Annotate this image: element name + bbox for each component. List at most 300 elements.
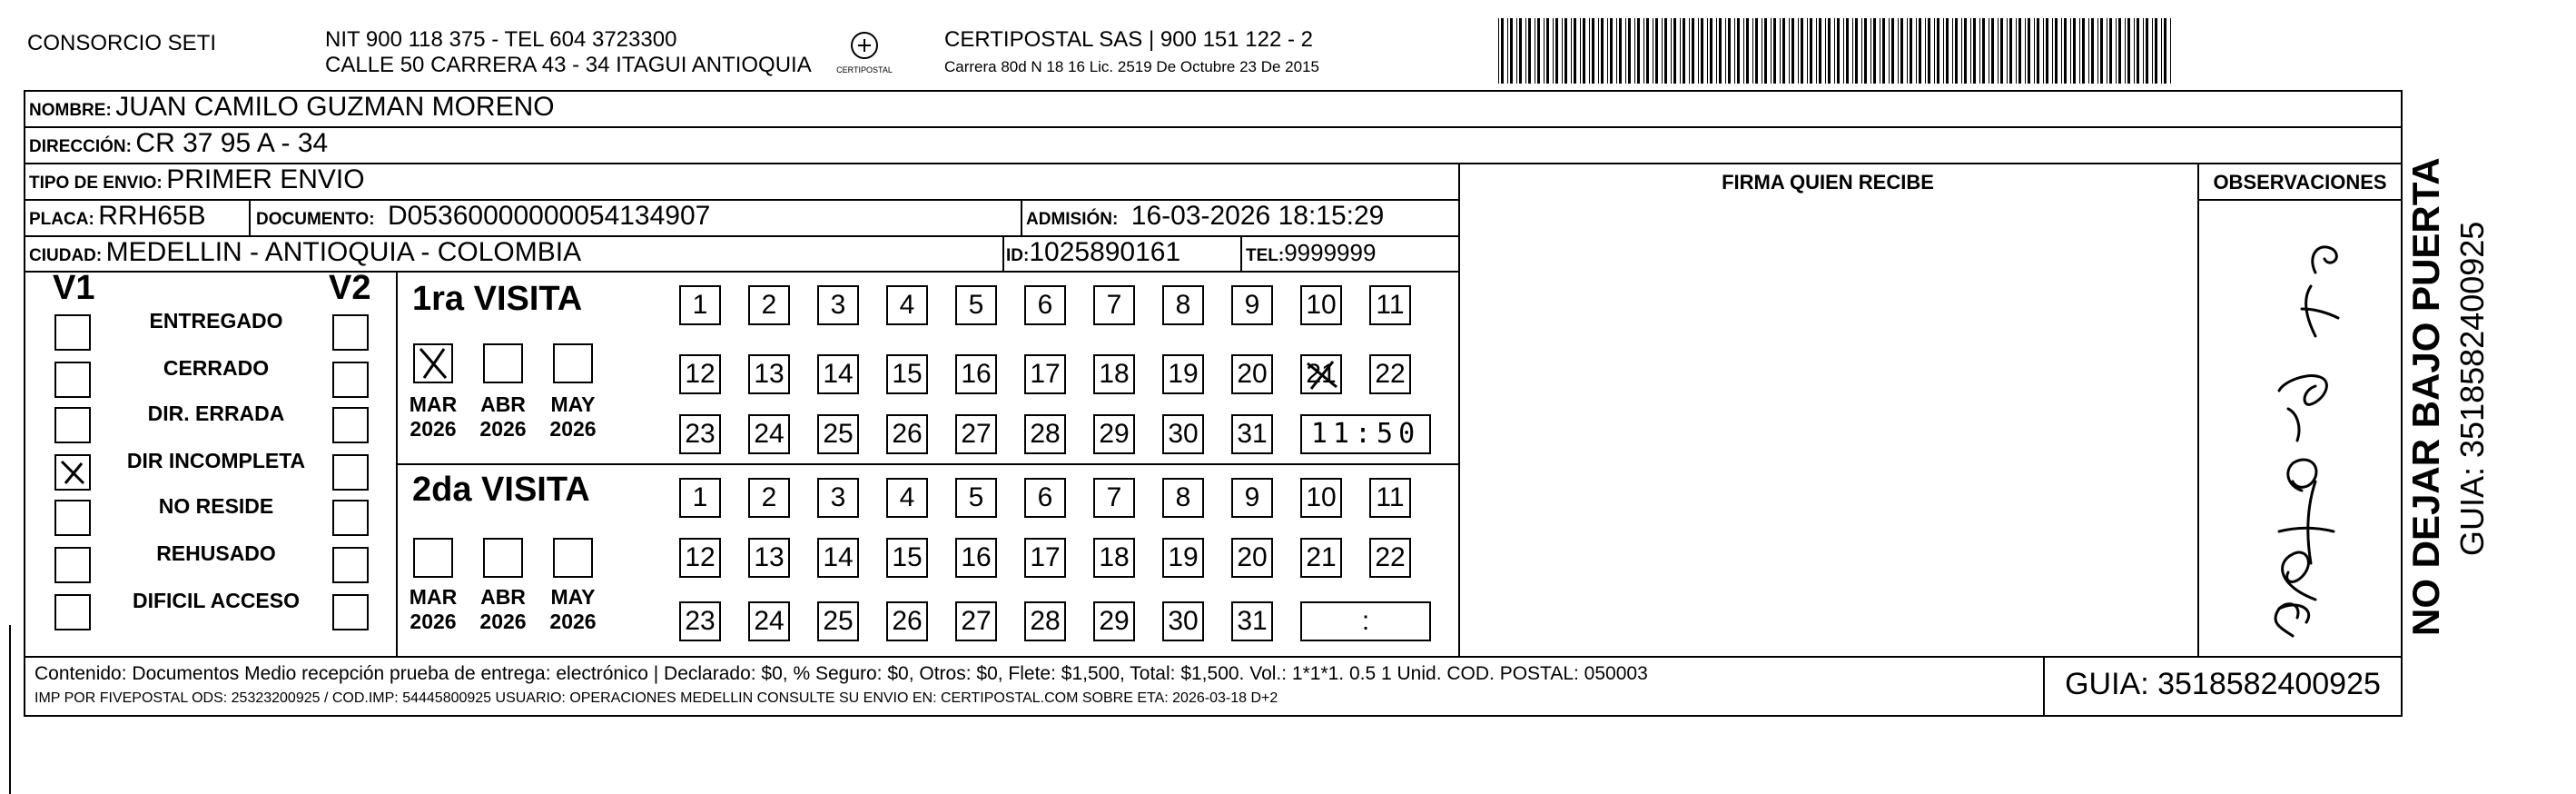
barcode-bar <box>1771 18 1772 84</box>
day-box[interactable]: 3 <box>817 285 859 325</box>
barcode-bar <box>1662 18 1663 84</box>
barcode-bar <box>2064 18 2067 84</box>
day-box[interactable]: 6 <box>1024 478 1066 518</box>
v2-checkbox[interactable] <box>332 547 369 583</box>
barcode-bar <box>1807 18 1808 84</box>
barcode-bar <box>1843 18 1844 84</box>
day-box[interactable]: 12 <box>679 538 721 578</box>
barcode-bar <box>1580 18 1581 84</box>
nombre-value: JUAN CAMILO GUZMAN MORENO <box>115 92 555 122</box>
barcode-bar <box>2061 18 2062 84</box>
barcode-bar <box>1544 18 1545 84</box>
barcode-bar <box>1973 18 1976 84</box>
barcode-bar <box>1607 18 1608 84</box>
direccion-value: CR 37 95 A - 34 <box>135 128 329 158</box>
barcode-bar <box>1519 18 1522 84</box>
day-box[interactable]: 11 <box>1369 478 1411 518</box>
day-box[interactable]: 9 <box>1231 285 1273 325</box>
day-box[interactable]: 21 <box>1300 538 1342 578</box>
barcode-bar <box>1998 18 1999 84</box>
placa-row <box>29 201 206 232</box>
month-name: ABR <box>480 585 526 609</box>
day-box[interactable]: 11 <box>1369 285 1411 325</box>
day-box[interactable]: 17 <box>1024 538 1066 578</box>
month-label <box>473 392 533 442</box>
certipostal-line: CERTIPOSTAL SAS | 900 151 122 - 2 <box>944 27 1313 52</box>
day-box[interactable]: 31 <box>1231 601 1273 641</box>
ciudad-label: CIUDAD: <box>29 246 103 265</box>
barcode-bar <box>2055 18 2058 84</box>
v2-checkbox[interactable] <box>332 594 369 630</box>
firma-label: FIRMA QUIEN RECIBE <box>1722 171 1934 194</box>
barcode-bar <box>2146 18 2148 84</box>
barcode-bar <box>1952 18 1953 84</box>
barcode-bar <box>1861 18 1862 84</box>
barcode-bar <box>1764 18 1767 84</box>
barcode-bar <box>1589 18 1590 84</box>
tel-value: 9999999 <box>1284 239 1377 266</box>
day-box[interactable]: 8 <box>1162 478 1204 518</box>
barcode-bar <box>2097 18 2098 84</box>
day-box[interactable]: 13 <box>748 354 790 394</box>
day-box[interactable]: 21 <box>1300 354 1342 394</box>
barcode-bar <box>1910 18 1912 84</box>
day-box[interactable]: 5 <box>955 478 997 518</box>
barcode-bar <box>1737 18 1740 84</box>
time-box[interactable]: : <box>1300 601 1431 641</box>
svg-text:CERTIPOSTAL: CERTIPOSTAL <box>836 65 893 74</box>
day-box[interactable]: 19 <box>1162 354 1204 394</box>
barcode-bar <box>1537 18 1540 84</box>
day-box[interactable]: 17 <box>1024 354 1066 394</box>
day-box[interactable]: 13 <box>748 538 790 578</box>
direccion-label: DIRECCIÓN: <box>29 137 132 156</box>
barcode-bar <box>2100 18 2103 84</box>
direccion-row <box>29 128 328 159</box>
barcode-bar <box>2034 18 2035 84</box>
barcode-bar <box>1571 18 1572 84</box>
tel-label: TEL: <box>1246 246 1285 265</box>
barcode-bar <box>1707 18 1708 84</box>
day-box[interactable]: 27 <box>955 601 997 641</box>
placa-label: PLACA: <box>29 210 94 229</box>
month-year: 2026 <box>410 417 457 441</box>
month-name: MAY <box>550 392 596 416</box>
month-checkbox[interactable] <box>553 538 593 578</box>
nombre-label: NOMBRE: <box>29 101 112 120</box>
month-label <box>403 585 463 634</box>
barcode-bar <box>1507 18 1508 84</box>
month-label <box>403 392 463 442</box>
footer-guia: GUIA: 3518582400925 <box>2065 667 2381 701</box>
barcode-bar <box>1610 18 1613 84</box>
barcode-bar <box>1816 18 1817 84</box>
admision-row <box>1026 201 1384 232</box>
month-year: 2026 <box>549 417 597 441</box>
barcode-bar <box>2155 18 2157 84</box>
ciudad-value: MEDELLIN - ANTIOQUIA - COLOMBIA <box>105 237 582 267</box>
status-label: DIR INCOMPLETA <box>126 449 306 472</box>
tipo-label: TIPO DE ENVIO: <box>29 174 163 193</box>
barcode-bar <box>2127 18 2130 84</box>
v1-checkbox[interactable] <box>54 594 91 630</box>
barcode-bar <box>1755 18 1758 84</box>
v1-checkbox[interactable] <box>54 362 91 398</box>
barcode-bar <box>1601 18 1604 84</box>
day-box[interactable]: 25 <box>817 414 859 454</box>
v2-checkbox[interactable] <box>332 454 369 491</box>
admision-value: 16-03-2026 18:15:29 <box>1130 201 1385 231</box>
day-box[interactable]: 31 <box>1231 414 1273 454</box>
barcode-bar <box>1970 18 1971 84</box>
barcode-bar <box>1834 18 1835 84</box>
documento-row <box>256 201 710 232</box>
day-box[interactable]: 30 <box>1162 414 1204 454</box>
day-box[interactable]: 12 <box>679 354 721 394</box>
barcode-bar <box>2088 18 2089 84</box>
day-box[interactable]: 9 <box>1231 478 1273 518</box>
barcode-bar <box>1719 18 1722 84</box>
barcode-bar <box>1943 18 1944 84</box>
barcode-bar <box>1553 18 1554 84</box>
barcode-bar <box>1916 18 1917 84</box>
barcode-bar <box>1855 18 1858 84</box>
day-box[interactable]: 28 <box>1024 414 1066 454</box>
barcode-bar <box>1743 18 1744 84</box>
day-box[interactable]: 27 <box>955 414 997 454</box>
barcode-bar <box>2046 18 2048 84</box>
barcode-bar <box>2052 18 2053 84</box>
barcode-bar <box>2000 18 2003 84</box>
day-box[interactable]: 28 <box>1024 601 1066 641</box>
barcode-bar <box>1725 18 1726 84</box>
barcode-bar <box>2161 18 2162 84</box>
month-checkbox[interactable] <box>413 343 453 383</box>
day-box[interactable]: 10 <box>1300 285 1342 325</box>
barcode-bar <box>1991 18 1994 84</box>
nit-line: NIT 900 118 375 - TEL 604 3723300 <box>325 27 677 52</box>
day-box[interactable]: 2 <box>748 478 790 518</box>
tipo-value: PRIMER ENVIO <box>166 164 365 194</box>
footer-imp: IMP POR FIVEPOSTAL ODS: 25323200925 / COD.IMP: 54445800925 USUARIO: OPERACIONES MEDELLIN CONSULTE SU ENVIO EN: CERTIPOSTAL.COM SOBRE ETA: 2026-03-18 D+2 <box>35 690 1278 706</box>
barcode-bar <box>1801 18 1803 84</box>
barcode-bar <box>1664 18 1667 84</box>
barcode-bar <box>1828 18 1831 84</box>
day-box[interactable]: 29 <box>1093 601 1135 641</box>
day-box[interactable]: 7 <box>1093 478 1135 518</box>
day-box[interactable]: 4 <box>886 478 928 518</box>
barcode-bar <box>2091 18 2094 84</box>
day-box[interactable]: 20 <box>1231 538 1273 578</box>
day-box[interactable]: 23 <box>679 414 721 454</box>
day-box[interactable]: 1 <box>679 285 721 325</box>
month-label <box>473 585 533 634</box>
month-name: ABR <box>480 392 526 416</box>
certipostal-logo <box>828 27 901 82</box>
barcode-bar <box>1825 18 1826 84</box>
placa-value: RRH65B <box>98 201 206 231</box>
v2-checkbox[interactable] <box>332 362 369 398</box>
v1-checkbox[interactable] <box>54 547 91 583</box>
barcode-bar <box>1928 18 1930 84</box>
day-box[interactable]: 14 <box>817 354 859 394</box>
status-label: ENTREGADO <box>149 309 283 332</box>
day-box[interactable]: 3 <box>817 478 859 518</box>
barcode-bar <box>1946 18 1949 84</box>
barcode-bar <box>2125 18 2126 84</box>
barcode-bar <box>2170 18 2171 84</box>
barcode-bar <box>1692 18 1694 84</box>
id-label: ID: <box>1006 246 1030 265</box>
day-box[interactable]: 16 <box>955 354 997 394</box>
v2-checkbox[interactable] <box>332 314 369 351</box>
barcode <box>1496 18 2177 84</box>
v1-checkbox[interactable] <box>54 500 91 536</box>
status-label: REHUSADO <box>156 541 276 565</box>
barcode-bar <box>1673 18 1676 84</box>
barcode-bar <box>1900 18 1903 84</box>
barcode-bar <box>2109 18 2112 84</box>
day-box[interactable]: 14 <box>817 538 859 578</box>
barcode-bar <box>1925 18 1926 84</box>
barcode-bar <box>1643 18 1644 84</box>
barcode-bar <box>1889 18 1890 84</box>
month-label <box>543 585 603 634</box>
barcode-bar <box>1671 18 1672 84</box>
barcode-bar <box>1689 18 1690 84</box>
status-label: NO RESIDE <box>158 494 274 518</box>
barcode-bar <box>1846 18 1849 84</box>
company-address: CALLE 50 CARRERA 43 - 34 ITAGUI ANTIOQUIA <box>325 53 812 77</box>
tel-row <box>1246 239 1376 267</box>
day-box[interactable]: 20 <box>1231 354 1273 394</box>
v2-checkbox[interactable] <box>332 500 369 536</box>
barcode-bar <box>2037 18 2039 84</box>
month-year: 2026 <box>410 610 457 633</box>
barcode-bar <box>2082 18 2085 84</box>
barcode-bar <box>1501 18 1504 84</box>
month-name: MAR <box>409 585 458 609</box>
barcode-bar <box>1528 18 1531 84</box>
month-year: 2026 <box>479 610 527 633</box>
ciudad-row <box>29 237 581 268</box>
barcode-bar <box>2118 18 2121 84</box>
status-label: DIFICIL ACCESO <box>132 589 300 612</box>
observaciones-label: OBSERVACIONES <box>2213 171 2387 194</box>
barcode-bar <box>1637 18 1640 84</box>
barcode-bar <box>1516 18 1517 84</box>
v1-label: V1 <box>53 269 95 307</box>
company-name: CONSORCIO SETI <box>27 31 217 55</box>
barcode-bar <box>1791 18 1794 84</box>
day-box[interactable]: 24 <box>748 601 790 641</box>
barcode-bar <box>1798 18 1799 84</box>
barcode-bar <box>1562 18 1563 84</box>
day-box[interactable]: 25 <box>817 601 859 641</box>
month-checkbox[interactable] <box>413 538 453 578</box>
barcode-bar <box>1964 18 1967 84</box>
tipo-row <box>29 164 365 195</box>
day-box[interactable]: 5 <box>955 285 997 325</box>
barcode-bar <box>1592 18 1594 84</box>
barcode-bar <box>1955 18 1958 84</box>
barcode-bar <box>1937 18 1939 84</box>
barcode-bar <box>1982 18 1985 84</box>
barcode-bar <box>2073 18 2076 84</box>
barcode-bar <box>2079 18 2080 84</box>
barcode-bar <box>1837 18 1840 84</box>
barcode-bar <box>1680 18 1681 84</box>
day-box[interactable]: 8 <box>1162 285 1204 325</box>
day-box[interactable]: 24 <box>748 414 790 454</box>
id-value: 1025890161 <box>1029 237 1181 267</box>
month-label <box>543 392 603 442</box>
barcode-bar <box>2116 18 2117 84</box>
barcode-bar <box>2009 18 2012 84</box>
status-label: DIR. ERRADA <box>147 402 285 425</box>
day-box[interactable]: 1 <box>679 478 721 518</box>
day-box[interactable]: 26 <box>886 601 928 641</box>
barcode-bar <box>1810 18 1812 84</box>
id-row <box>1006 237 1180 268</box>
barcode-bar <box>2018 18 2021 84</box>
barcode-bar <box>1646 18 1649 84</box>
barcode-bar <box>1616 18 1617 84</box>
barcode-bar <box>1979 18 1980 84</box>
month-checkbox[interactable] <box>553 343 593 383</box>
day-box[interactable]: 16 <box>955 538 997 578</box>
barcode-bar <box>1701 18 1703 84</box>
barcode-bar <box>1555 18 1558 84</box>
side-no-dejar: NO DEJAR BAJO PUERTA <box>2404 157 2447 636</box>
day-box[interactable]: 6 <box>1024 285 1066 325</box>
handwritten-signature <box>2216 218 2388 645</box>
barcode-bar <box>1546 18 1549 84</box>
barcode-bar <box>1574 18 1576 84</box>
visit2-title: 2da VISITA <box>412 471 590 509</box>
barcode-bar <box>1961 18 1962 84</box>
day-box[interactable]: 18 <box>1093 354 1135 394</box>
barcode-bar <box>2152 18 2153 84</box>
barcode-bar <box>1628 18 1631 84</box>
barcode-bar <box>2070 18 2071 84</box>
barcode-bar <box>1683 18 1685 84</box>
day-box[interactable]: 15 <box>886 354 928 394</box>
barcode-bar <box>2043 18 2044 84</box>
month-year: 2026 <box>549 610 597 633</box>
visit1-title: 1ra VISITA <box>412 280 583 318</box>
left-margin-line <box>9 625 11 794</box>
barcode-bar <box>1525 18 1526 84</box>
barcode-bar <box>1498 18 1499 84</box>
day-box[interactable]: 23 <box>679 601 721 641</box>
license-line: Carrera 80d N 18 16 Lic. 2519 De Octubre 23 De 2015 <box>944 58 1319 75</box>
day-box[interactable]: 4 <box>886 285 928 325</box>
barcode-bar <box>2134 18 2135 84</box>
v1-checkbox[interactable] <box>54 454 91 491</box>
barcode-bar <box>1782 18 1785 84</box>
barcode-bar <box>2143 18 2144 84</box>
admision-label: ADMISIÓN: <box>1026 210 1119 229</box>
barcode-bar <box>1655 18 1658 84</box>
barcode-bar <box>1734 18 1735 84</box>
documento-label: DOCUMENTO: <box>256 210 375 229</box>
barcode-bar <box>1698 18 1699 84</box>
barcode-bar <box>1619 18 1622 84</box>
barcode-bar <box>1625 18 1626 84</box>
barcode-bar <box>2164 18 2166 84</box>
day-box[interactable]: 18 <box>1093 538 1135 578</box>
month-checkbox[interactable] <box>483 538 523 578</box>
barcode-bar <box>1882 18 1885 84</box>
v1-checkbox[interactable] <box>54 314 91 351</box>
barcode-bar <box>1852 18 1853 84</box>
status-label: CERRADO <box>163 356 270 380</box>
day-box[interactable]: 22 <box>1369 354 1411 394</box>
v2-checkbox[interactable] <box>332 407 369 443</box>
month-name: MAY <box>550 585 596 609</box>
barcode-bar <box>1598 18 1599 84</box>
barcode-bar <box>1564 18 1567 84</box>
barcode-bar <box>1634 18 1635 84</box>
barcode-bar <box>2137 18 2139 84</box>
barcode-bar <box>2025 18 2026 84</box>
day-box[interactable]: 26 <box>886 414 928 454</box>
barcode-bar <box>1746 18 1749 84</box>
side-guia: GUIA: 3518582400925 <box>2453 221 2491 556</box>
barcode-bar <box>1870 18 1871 84</box>
barcode-bar <box>1752 18 1753 84</box>
month-name: MAR <box>409 392 458 416</box>
footer-contenido: Contenido: Documentos Medio recepción prueba de entrega: electrónico | Declarado: $0, % Seguro: $0, Otros: $0, Flete: $1,500, Total: $1,500. Vol.: 1*1*1. 0.5 1 Unid. COD. POSTAL: 050003 <box>35 663 1648 684</box>
documento-value: D05360000000054134907 <box>388 201 711 231</box>
barcode-bar <box>2016 18 2017 84</box>
month-year: 2026 <box>479 417 527 441</box>
time-box[interactable]: 11:50 <box>1300 414 1431 454</box>
barcode-bar <box>2007 18 2008 84</box>
barcode-bar <box>1819 18 1821 84</box>
v1-checkbox[interactable] <box>54 407 91 443</box>
barcode-bar <box>1728 18 1731 84</box>
barcode-bar <box>1716 18 1717 84</box>
v2-label: V2 <box>329 269 371 307</box>
barcode-bar <box>1780 18 1781 84</box>
barcode-bar <box>1919 18 1921 84</box>
barcode-bar <box>2028 18 2030 84</box>
barcode-bar <box>1789 18 1790 84</box>
barcode-bar <box>1898 18 1899 84</box>
barcode-bar <box>1710 18 1712 84</box>
nombre-row <box>29 92 555 123</box>
day-box[interactable]: 29 <box>1093 414 1135 454</box>
barcode-bar <box>1773 18 1776 84</box>
day-box[interactable]: 19 <box>1162 538 1204 578</box>
day-box[interactable]: 10 <box>1300 478 1342 518</box>
day-box[interactable]: 7 <box>1093 285 1135 325</box>
barcode-bar <box>1864 18 1867 84</box>
barcode-bar <box>1873 18 1876 84</box>
barcode-bar <box>1510 18 1513 84</box>
barcode-bar <box>1891 18 1894 84</box>
day-box[interactable]: 15 <box>886 538 928 578</box>
day-box[interactable]: 30 <box>1162 601 1204 641</box>
day-box[interactable]: 22 <box>1369 538 1411 578</box>
day-box[interactable]: 2 <box>748 285 790 325</box>
barcode-bar <box>1907 18 1908 84</box>
month-checkbox[interactable] <box>483 343 523 383</box>
barcode-bar <box>1934 18 1935 84</box>
barcode-bar <box>1583 18 1585 84</box>
